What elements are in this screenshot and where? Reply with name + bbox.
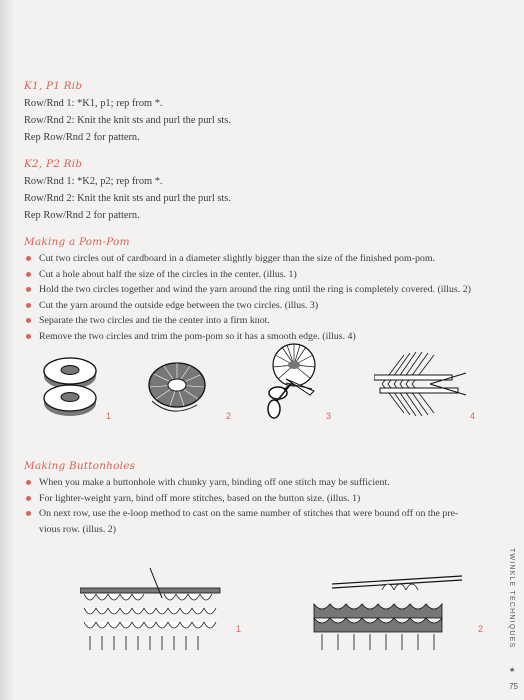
buttonholes-heading: Making Buttonholes — [24, 460, 136, 472]
illus-number-3: 3 — [326, 411, 332, 421]
list-item: Cut a hole about half the size of the circles in the center. (illus. 1) — [24, 267, 494, 283]
k2p2-line-3: Rep Row/Rnd 2 for pattern. — [24, 210, 140, 221]
list-item: Cut two circles out of cardboard in a diameter slightly bigger than the size of the finished pom-pom. — [24, 251, 494, 267]
tied-pompom-illustration — [374, 351, 470, 417]
k2p2-line-2: Row/Rnd 2: Knit the knit sts and purl the purl sts. — [24, 193, 231, 204]
k2p2-line-1: Row/Rnd 1: *K2, p2; rep from *. — [24, 176, 163, 187]
list-item: For lighter-weight yarn, bind off more stitches, based on the button size. (illus. 1) — [24, 491, 494, 507]
star-icon: ★ — [509, 667, 516, 674]
illus-number-2: 2 — [478, 624, 484, 634]
pompom-heading: Making a Pom-Pom — [24, 236, 130, 248]
bullet-dot — [26, 480, 31, 485]
bullet-dot — [26, 303, 31, 308]
side-section-label — [506, 548, 520, 688]
page-content — [24, 80, 494, 357]
bullet-dot — [26, 511, 31, 516]
list-item: Cut the yarn around the outside edge between the two circles. (illus. 3) — [24, 298, 494, 314]
list-item: When you make a buttonhole with chunky yarn, binding off one stitch may be sufficient. — [24, 475, 494, 491]
k2p2-section — [24, 158, 494, 224]
bullet-dot — [26, 287, 31, 292]
list-item: Separate the two circles and tie the center into a firm knot. — [24, 313, 494, 329]
illus-number-1: 1 — [106, 411, 112, 421]
buttonholes-bullet-list — [24, 475, 494, 537]
pompom-bullet-list — [24, 251, 494, 345]
cardboard-rings-illustration — [40, 351, 100, 423]
k1p1-line-1: Row/Rnd 1: *K1, p1; rep from *. — [24, 98, 163, 109]
bullet-dot — [26, 272, 31, 277]
scissors-cutting-illustration — [256, 343, 336, 423]
k2p2-heading: K2, P2 Rib — [24, 158, 83, 170]
pompom-illustrations — [30, 343, 490, 423]
pompom-section — [24, 236, 494, 345]
e-loop-cast-on-illustration — [312, 570, 462, 658]
bind-off-illustration — [80, 568, 230, 658]
list-item-continuation: vious row. (illus. 2) — [39, 523, 116, 535]
wrapped-ring-illustration — [142, 349, 212, 421]
list-item: On next row, use the e-loop method to cast on the same number of stitches that were bound off on the pre- — [24, 506, 494, 522]
page-number: 75 — [509, 682, 518, 691]
bullet-dot — [26, 256, 31, 261]
bullet-dot — [26, 496, 31, 501]
section-title: TWINKLE TECHNIQUES — [508, 548, 515, 649]
k1p1-line-3: Rep Row/Rnd 2 for pattern. — [24, 132, 140, 143]
k1p1-section — [24, 80, 494, 146]
list-item: Remove the two circles and trim the pom-pom so it has a smooth edge. (illus. 4) — [24, 329, 494, 345]
list-item: Hold the two circles together and wind the yarn around the ring until the ring is completely covered. (illus. 2) — [24, 282, 494, 298]
k1p1-line-2: Row/Rnd 2: Knit the knit sts and purl the purl sts. — [24, 115, 231, 126]
buttonhole-illustrations — [30, 568, 490, 668]
k1p1-heading: K1, P1 Rib — [24, 80, 83, 92]
buttonholes-section — [24, 460, 494, 537]
illus-number-2: 2 — [226, 411, 232, 421]
bullet-dot — [26, 318, 31, 323]
illus-number-1: 1 — [236, 624, 242, 634]
page-gutter-shadow — [0, 0, 14, 700]
bullet-dot — [26, 334, 31, 339]
illus-number-4: 4 — [470, 411, 476, 421]
